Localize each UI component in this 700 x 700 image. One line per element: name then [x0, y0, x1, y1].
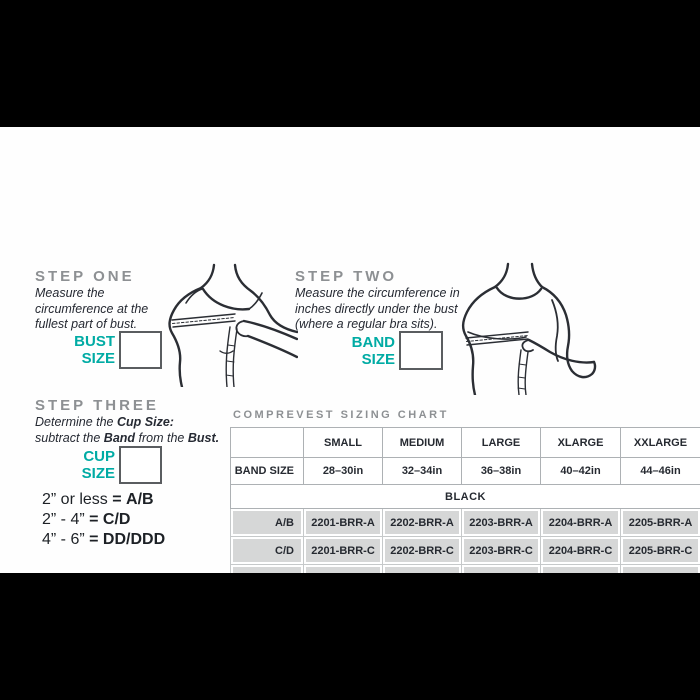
bust-size-box	[119, 331, 162, 369]
cup-size-rules	[42, 490, 165, 550]
band-size-label: BAND SIZE	[351, 334, 395, 368]
sizing-chart-page	[0, 127, 700, 573]
bust-size-label: BUST SIZE	[74, 333, 115, 367]
band-size-row	[231, 458, 700, 485]
instruction-line: Determine the Cup Size:	[35, 415, 174, 429]
table-row	[231, 537, 700, 565]
style-number-cell: 2205-BRR-C	[621, 537, 700, 565]
cup-rule: 2” - 4” = C/D	[42, 511, 131, 528]
table-corner-cell	[231, 428, 304, 458]
black-section-label: BLACK	[231, 485, 700, 509]
black-section-row	[231, 485, 700, 509]
style-number-cell: 2203-BRR-A	[462, 509, 541, 537]
style-number-cell: 2201-BRR-C	[304, 537, 383, 565]
instruction-line: subtract the Band from the Bust.	[35, 430, 220, 445]
cup-rule: 2” or less = A/B	[42, 491, 154, 508]
cup-size-box	[119, 446, 162, 484]
style-number-cell: 2203-BRR-C	[462, 537, 541, 565]
style-number-cell: 2204-BRR-A	[541, 509, 621, 537]
step-one-instructions	[35, 286, 165, 333]
bust-measurement-illustration	[158, 263, 298, 387]
band-range-cell: 36–38in	[462, 458, 541, 485]
bottom-letterbox-bar	[0, 573, 700, 700]
size-header-cell: XLARGE	[541, 428, 621, 458]
instruction-line: inches directly under the bust	[295, 301, 458, 316]
instruction-line: (where a regular bra sits).	[295, 317, 438, 331]
band-size-box	[399, 331, 443, 370]
band-range-cell: 28–30in	[304, 458, 383, 485]
size-header-cell: MEDIUM	[383, 428, 462, 458]
style-number-cell: 2202-BRR-A	[383, 509, 462, 537]
size-header-cell: LARGE	[462, 428, 541, 458]
table-row	[231, 509, 700, 537]
instruction-line: Measure the circumference in	[295, 286, 460, 300]
style-number-cell: 2204-BRR-C	[541, 537, 621, 565]
cup-rule: 4” - 6” = DD/DDD	[42, 531, 166, 548]
step-three-title: STEP THREE	[35, 397, 159, 414]
instruction-line: Measure the	[35, 286, 105, 300]
step-two-title: STEP TWO	[295, 268, 398, 285]
step-one-title: STEP ONE	[35, 268, 135, 285]
cup-row-label: A/B	[231, 509, 304, 537]
band-range-cell: 32–34in	[383, 458, 462, 485]
instruction-line: circumference at the	[35, 301, 149, 316]
size-header-cell: SMALL	[304, 428, 383, 458]
style-number-cell: 2205-BRR-A	[621, 509, 700, 537]
band-range-cell: 44–46in	[621, 458, 700, 485]
band-range-cell: 40–42in	[541, 458, 621, 485]
size-header-row	[231, 428, 700, 458]
style-number-cell: 2201-BRR-A	[304, 509, 383, 537]
step-three-instructions	[35, 415, 225, 446]
instruction-line: fullest part of bust.	[35, 317, 138, 331]
band-size-row-label: BAND SIZE	[231, 458, 304, 485]
cup-row-label: C/D	[231, 537, 304, 565]
sizing-chart-title: COMPREVEST SIZING CHART	[233, 409, 449, 421]
top-letterbox-bar	[0, 0, 700, 127]
band-measurement-illustration	[448, 262, 598, 395]
size-header-cell: XXLARGE	[621, 428, 700, 458]
step-two-instructions	[295, 286, 470, 333]
cup-size-label: CUP SIZE	[81, 448, 115, 482]
style-number-cell: 2202-BRR-C	[383, 537, 462, 565]
